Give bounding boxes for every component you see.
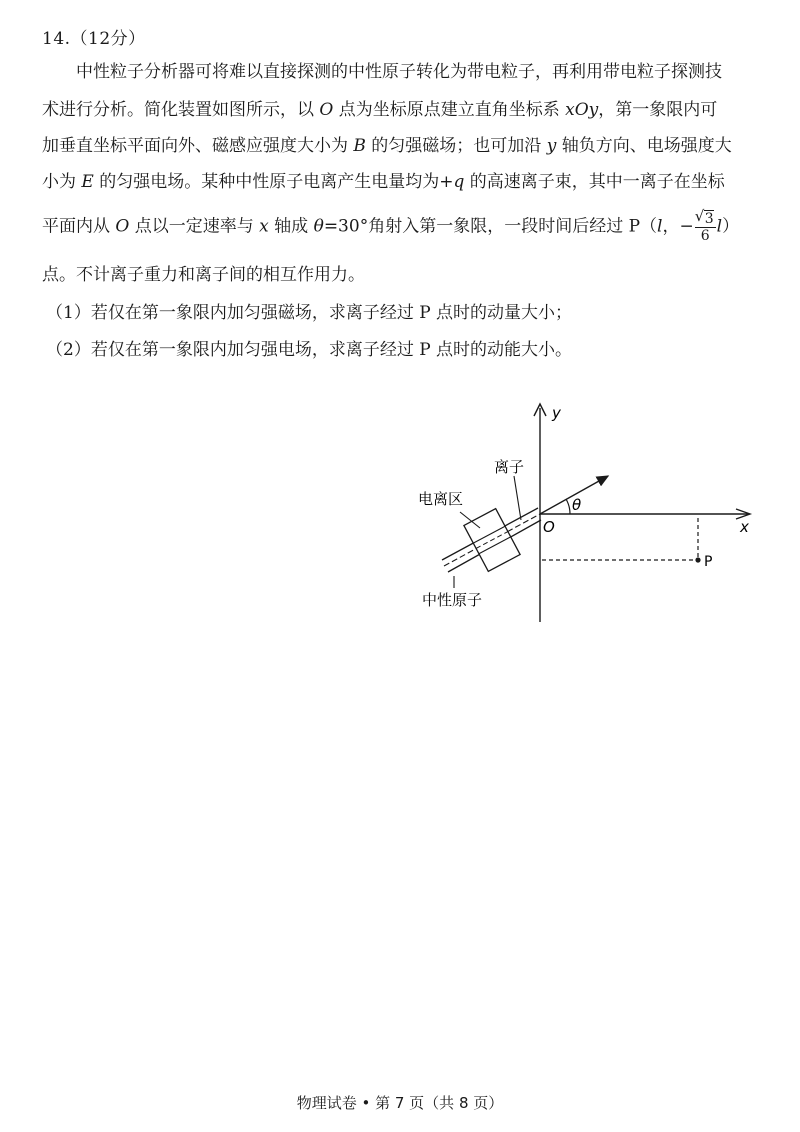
apparatus-diagram — [410, 400, 770, 630]
page-footer: 物理试卷 • 第 7 页（共 8 页） — [296, 1094, 504, 1112]
question-line-2: 术进行分析。简化装置如图所示，以 O 点为坐标原点建立直角坐标系 xOy，第一象限内可 — [42, 100, 718, 120]
theta-label: θ — [572, 496, 582, 514]
sqrt-symbol: √ 3 — [704, 210, 714, 227]
point-p-label: P — [704, 554, 713, 570]
question-line-3: 加垂直坐标平面向外、磁感应强度大小为 B 的匀强磁场；也可加沿 y 轴负方向、电场强度大 — [42, 136, 732, 156]
y-axis-label: y — [552, 404, 561, 422]
x-axis-label: x — [740, 518, 749, 536]
ion-label: 离子 — [494, 458, 525, 476]
sub-question-2: （2）若仅在第一象限内加匀强电场，求离子经过 P 点时的动能大小。 — [46, 340, 573, 360]
origin-label: O — [543, 518, 555, 536]
ion-leader-line — [514, 476, 521, 520]
question-line-6: 点。不计离子重力和离子间的相互作用力。 — [42, 265, 365, 285]
ionization-zone-box — [464, 509, 520, 572]
sub-question-1: （1）若仅在第一象限内加匀强磁场，求离子经过 P 点时的动量大小； — [46, 303, 573, 323]
question-line-5: 平面内从 O 点以一定速率与 x 轴成 θ=30°角射入第一象限，一段时间后经过 P（l，− √ $\frac{3}{6}$ l） — [42, 210, 770, 244]
fraction-sqrt3-over-6: √ $\frac{3}{6}$ — [695, 210, 716, 244]
theta-arc — [566, 499, 570, 514]
ionization-zone-label: 电离区 — [418, 490, 464, 508]
neutral-atom-label: 中性原子 — [422, 591, 483, 609]
question-line-1: 中性粒子分析器可将难以直接探测的中性原子转化为带电粒子，再利用带电粒子探测技 — [76, 62, 722, 82]
question-line-4: 小为 E 的匀强电场。某种中性原子电离产生电量均为+q 的高速离子束，其中一离子在坐标 — [42, 172, 725, 192]
question-number: 14.（12分） — [42, 29, 146, 49]
point-p-marker — [695, 557, 700, 562]
